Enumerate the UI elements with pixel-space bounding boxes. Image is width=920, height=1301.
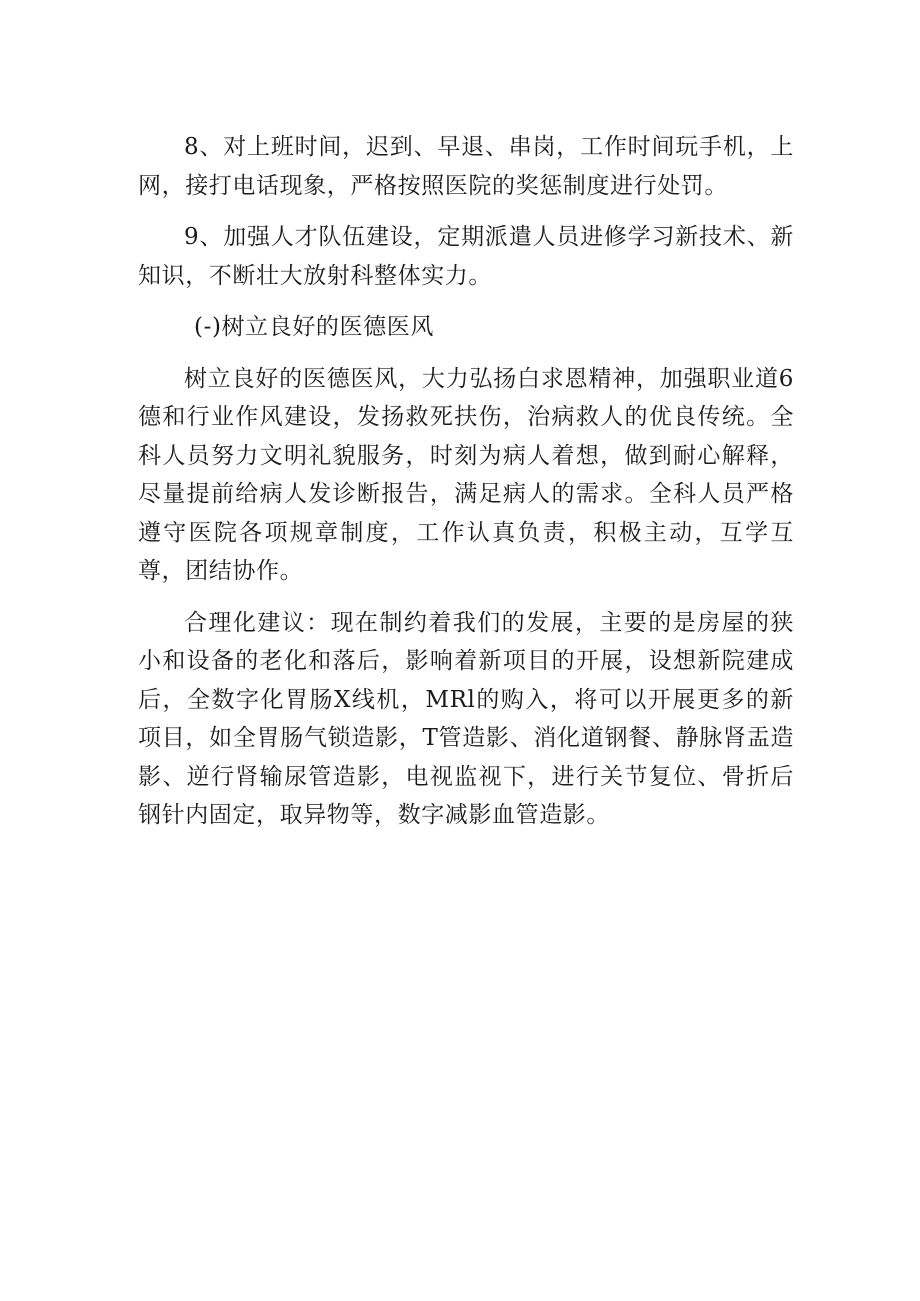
- paragraph-medical-ethics: 树立良好的医德医风，大力弘扬白求恩精神，加强职业道6德和行业作风建设，发扬救死扶伤，治病救人的优良传统。全科人员努力文明礼貌服务，时刻为病人着想，做到耐心解释，尽量提前给病人发诊断报告，满足病人的需求。全科人员严格遵守医院各项规章制度，工作认真负责，积极主动，互学互尊，团结协作。: [138, 365, 794, 584]
- paragraph-item-9: 9、加强人才队伍建设，定期派遣人员进修学习新技术、新知识，不断壮大放射科整体实力。: [138, 224, 794, 289]
- paragraph-suggestions: 合理化建议：现在制约着我们的发展，主要的是房屋的狭小和设备的老化和落后，影响着新项目的开展，设想新院建成后，全数字化胃肠X线机，MRl的购入，将可以开展更多的新项目，如全胃肠气锁造影，T管造影、消化道钢餐、静脉肾盂造影、逆行肾输尿管造影，电视监视下，进行关节复位、骨折后钢针内固定，取异物等，数字减影血管造影。: [138, 609, 794, 828]
- paragraph-item-8: 8、对上班时间，迟到、早退、串岗，工作时间玩手机，上网，接打电话现象，严格按照医院的奖惩制度进行处罚。: [138, 134, 794, 199]
- section-heading: (-)树立良好的医德医风: [194, 314, 434, 340]
- document-body: [138, 128, 794, 848]
